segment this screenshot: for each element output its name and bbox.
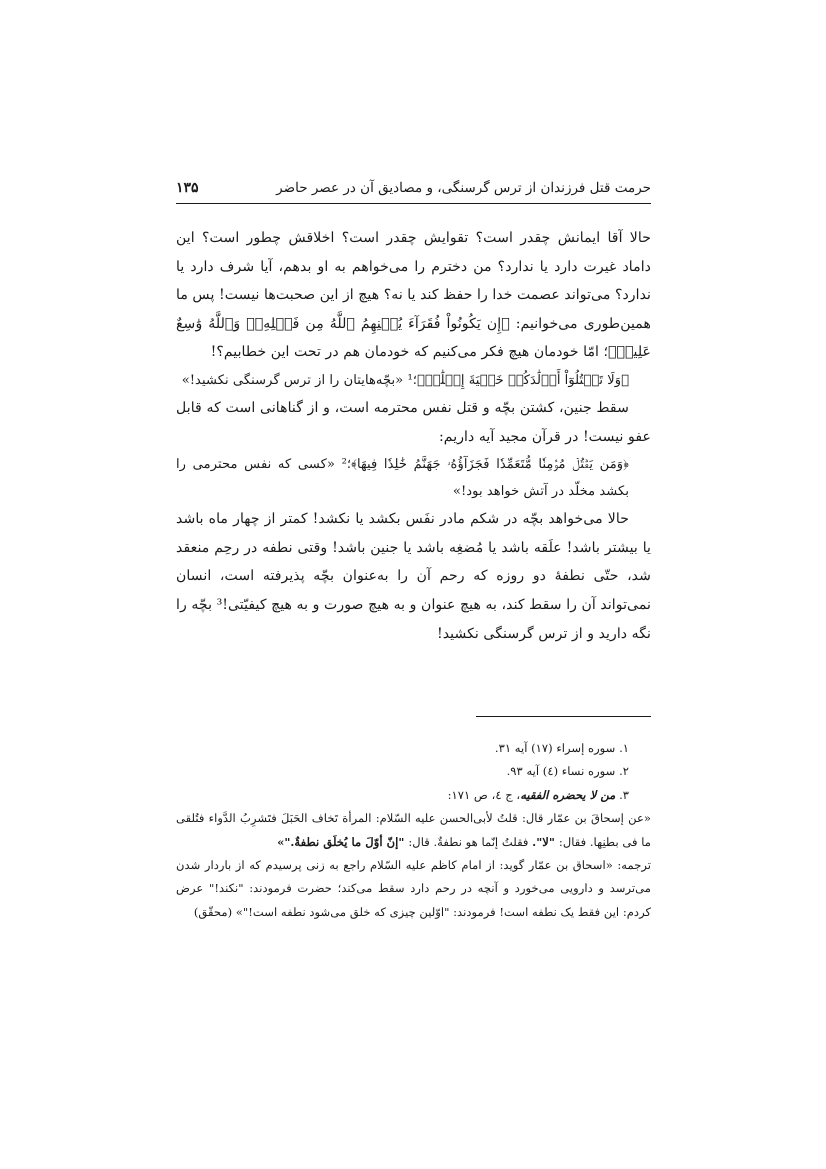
main-text <box>176 224 651 648</box>
hadith-answer-no: "لا". <box>532 834 559 849</box>
footnote-1: ۱. سوره إسراء (۱۷) آیه ۳۱. <box>494 741 629 755</box>
footnotes <box>176 737 651 924</box>
hadith-question: فقلتُ إنّما هو نطفةٌ. قال: <box>408 834 533 849</box>
footnote-3-source: من لا يحضره الفقيه <box>520 787 616 802</box>
header-divider <box>176 203 651 204</box>
footnote-3-ref: ، ج ٤، ص ۱۷۱: <box>447 787 521 802</box>
paragraph-1: حالا آقا ایمانش چقدر است؟ تقوایش چقدر است؟ اخلاقش چطور است؟ این داماد غیرت دارد یا ندارد؟ من دخترم را می‌خواهم به او بدهم، آیا شرف دارد یا ندارد؟ می‌تواند عصمت خدا را حفظ کند یا نه؟ هیچ از این صحبت‌ها نیست! پس ما همین‌طوری می‌خوانیم: ﴿إِن يَكُونُواْ فُقَرَآءَ يُغۡنِهِمُ ٱللَّهُ مِن فَضۡلِهِۦۗ وَٱللَّهُ وَٰسِعٌ عَلِيمٞ﴾؛ امّا خودمان هیچ فکر می‌کنیم که خودمان هم در تحت این خطابیم؟! <box>176 230 651 361</box>
footnote-separator <box>476 716 651 717</box>
footnote-2: ۲. سوره نساء (٤) آیه ۹۳. <box>506 764 629 779</box>
hadith-text <box>176 807 651 854</box>
running-header-title: حرمت قتل فرزندان از ترس گرسنگی، و مصادیق آن در عصر حاضر <box>276 180 651 196</box>
hadith-line-1: «عن إسحاقَ بن عمّار قال: قلتُ لأبى‌الحسن عليه السّلام: المرأة تَخاف الحَبَلَ فتَشرِبُ الدَّواء فتُلقى <box>176 811 651 826</box>
hadith-translation: ترجمه: «اسحاق بن عمّار گوید: از امام کاظم علیه السّلام راجع به زنی پرسیدم که از باردار شدن می‌ترسد و دارویی می‌خورد و آنچه در رحم دارد سقط می‌کند؛ حضرت فرمودند: "نکند!" عرض کردم: این فقط یک نطفه است! فرمودند: "اوّلین چیزی که خلق می‌شود نطفه است!"» (محقّق) <box>176 858 651 919</box>
quran-quote-1: ﴿وَلَا تَقۡتُلُوٓاْ أَوۡلَٰدَكُمۡ خَشۡيَةَ إِمۡلَٰقٖ﴾؛¹ «بچّه‌هایتان را از ترس گرسنگی نکشید!» <box>181 372 629 388</box>
footnote-3-number: ۳. <box>619 787 629 802</box>
quran-quote-2: ﴿وَمَن يَقۡتُلۡ مُؤۡمِنٗا مُّتَعَمِّدٗا فَجَزَآؤُهُۥ جَهَنَّمُ خَٰلِدٗا فِيهَا﴾؛² «کسی که نفس محترمی را بکشد مخلّد در آتش خواهد بود!» <box>176 457 629 500</box>
hadith-line-2-start: ما فى بطنِها. فقال: <box>558 834 651 849</box>
paragraph-2: سقط جنین، کشتن بچّه و قتل نفس محترمه است، و از گناهانی است که قابل عفو نیست! در قرآن مجید آیه داریم: <box>176 399 651 445</box>
paragraph-3: حالا می‌خواهد بچّه در شکم مادر نفَس بکشد یا نکشد! کمتر از چهار ماه باشد یا بیشتر باشد! علَقه باشد یا مُضغِه باشد یا جنین باشد! وقتی نطفه در رحِم منعقد شد، حتّی نطفهٔ دو روزه که رحم آن را به‌عنوان بچّه پذیرفته است، انسان نمی‌تواند آن را سقط کند، به هیچ عنوان و به هیچ صورت و به هیچ کیفیّتی!³ بچّه را نگه دارید و از ترس گرسنگی نکشید! <box>176 511 651 642</box>
hadith-answer-final: "إنّ أوّلَ ما يُخلَق نطفةٌ."» <box>277 834 409 849</box>
page-number: ۱۳۵ <box>176 180 199 196</box>
footnote-3 <box>176 784 651 807</box>
running-header <box>176 176 651 200</box>
